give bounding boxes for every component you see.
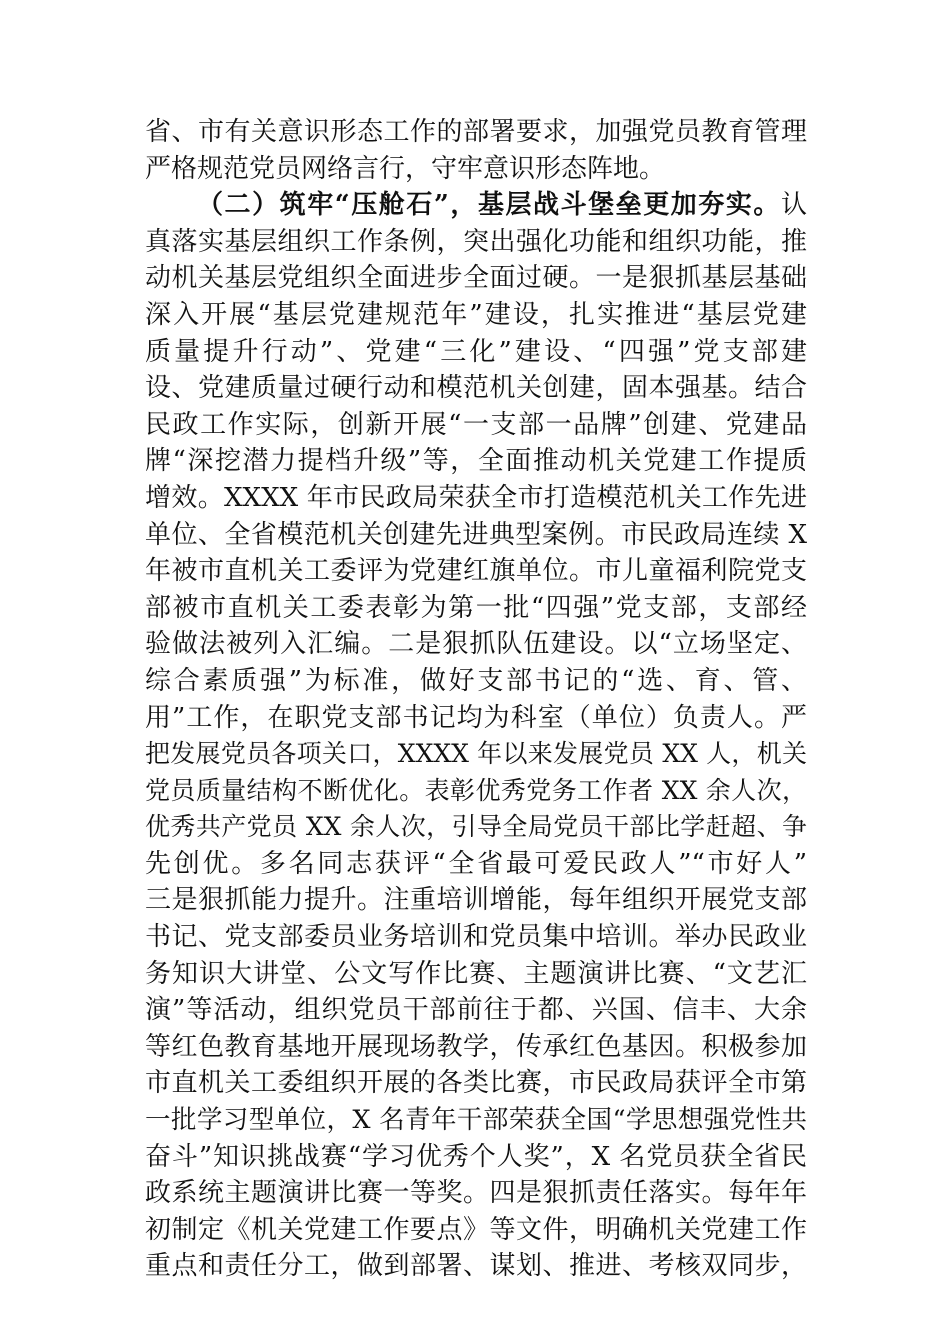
line-text: 把发展党员各项关口，XXXX 年以来发展党员 XX 人，机关 — [145, 739, 807, 769]
line-text: 部被市直机关工委表彰为第一批“四强”党支部，支部经 — [145, 592, 807, 623]
paragraph-line — [145, 992, 807, 1029]
line-text: 先创优。多名同志获评“全省最可爱民政人”“市好人” — [145, 848, 807, 879]
line-text: 单位、全省模范机关创建先进典型案例。市民政局连续 X — [145, 519, 807, 550]
paragraph-line — [145, 224, 807, 261]
paragraph-line — [145, 297, 807, 334]
line-text: 省、市有关意识形态工作的部署要求，加强党员教育管理 — [145, 117, 807, 147]
paragraph-line — [145, 334, 807, 371]
paragraph-line — [145, 919, 807, 956]
section-heading: （二）筑牢“压舱石”，基层战斗堡垒更加夯实。 — [197, 190, 781, 221]
line-text: 用”工作，在职党支部书记均为科室（单位）负责人。严 — [145, 702, 807, 733]
paragraph-line — [145, 809, 807, 846]
line-text: 综合素质强”为标准，做好支部书记的“选、育、管、 — [145, 665, 807, 696]
paragraph-line — [145, 956, 807, 993]
paragraph-line — [145, 700, 807, 737]
paragraph-line — [145, 1248, 807, 1285]
line-text: 初制定《机关党建工作要点》等文件，明确机关党建工作 — [145, 1214, 807, 1245]
line-text: 民政工作实际，创新开展“一支部一品牌”创建、党建品 — [145, 409, 807, 440]
paragraph-line — [145, 773, 807, 810]
paragraph-line — [145, 1102, 807, 1139]
paragraph-line — [145, 1065, 807, 1102]
line-text: 认 — [780, 190, 807, 221]
paragraph-line — [145, 846, 807, 883]
paragraph-line — [145, 663, 807, 700]
line-text: 演”等活动，组织党员干部前往于都、兴国、信丰、大余 — [145, 995, 807, 1026]
paragraph-line — [145, 590, 807, 627]
paragraph-line — [145, 882, 807, 919]
line-text: 三是狠抓能力提升。注重培训增能，每年组织开展党支部 — [145, 885, 807, 916]
paragraph-line — [145, 114, 807, 151]
line-text: 市直机关工委组织开展的各类比赛，市民政局获评全市第 — [145, 1068, 807, 1099]
paragraph-line — [145, 407, 807, 444]
line-text: 奋斗”知识挑战赛“学习优秀个人奖”，X 名党员获全省民 — [145, 1141, 807, 1172]
line-text: 一批学习型单位，X 名青年干部荣获全国“学思想强党性共 — [145, 1105, 807, 1136]
line-text: 等红色教育基地开展现场教学，传承红色基因。积极参加 — [145, 1031, 807, 1062]
line-text: 优秀共产党员 XX 余人次，引导全局党员干部比学赶超、争 — [145, 812, 807, 842]
paragraph-line — [145, 1175, 807, 1212]
line-text: 书记、党支部委员业务培训和党员集中培训。举办民政业 — [145, 922, 807, 953]
line-text: 务知识大讲堂、公文写作比赛、主题演讲比赛、“文艺汇 — [145, 958, 807, 989]
line-text: 深入开展“基层党建规范年”建设，扎实推进“基层党建 — [145, 299, 807, 330]
line-text: 重点和责任分工，做到部署、谋划、推进、考核双同步， — [145, 1251, 807, 1282]
line-text: 验做法被列入汇编。二是狠抓队伍建设。以“立场坚定、 — [145, 629, 807, 660]
line-text: 年被市直机关工委评为党建红旗单位。市儿童福利院党支 — [145, 556, 807, 587]
line-text: 动机关基层党组织全面进步全面过硬。一是狠抓基层基础 — [145, 263, 807, 294]
paragraph-line — [145, 260, 807, 297]
line-text: 党员质量结构不断优化。表彰优秀党务工作者 XX 余人次， — [145, 775, 807, 805]
paragraph-line — [145, 443, 807, 480]
line-text: 牌“深挖潜力提档升级”等，全面推动机关党建工作提质 — [145, 446, 807, 477]
line-text: 严格规范党员网络言行，守牢意识形态阵地。 — [145, 153, 666, 184]
paragraph-line — [145, 626, 807, 663]
line-text: 真落实基层组织工作条例，突出强化功能和组织功能，推 — [145, 226, 807, 257]
paragraph-line — [145, 151, 807, 188]
paragraph-line — [145, 1139, 807, 1176]
paragraph-line — [145, 1029, 807, 1066]
paragraph-line — [145, 1212, 807, 1249]
paragraph-line — [145, 517, 807, 554]
paragraph-line — [145, 736, 807, 773]
line-text: 增效。XXXX 年市民政局荣获全市打造模范机关工作先进 — [145, 482, 807, 513]
section-heading-line — [145, 187, 807, 224]
line-text: 设、党建质量过硬行动和模范机关创建，固本强基。结合 — [145, 373, 807, 404]
paragraph-line — [145, 370, 807, 407]
body-text — [145, 114, 807, 1285]
line-text: 政系统主题演讲比赛一等奖。四是狠抓责任落实。每年年 — [145, 1178, 807, 1209]
line-text: 质量提升行动”、党建“三化”建设、“四强”党支部建 — [145, 336, 807, 367]
paragraph-line — [145, 553, 807, 590]
paragraph-line — [145, 480, 807, 517]
